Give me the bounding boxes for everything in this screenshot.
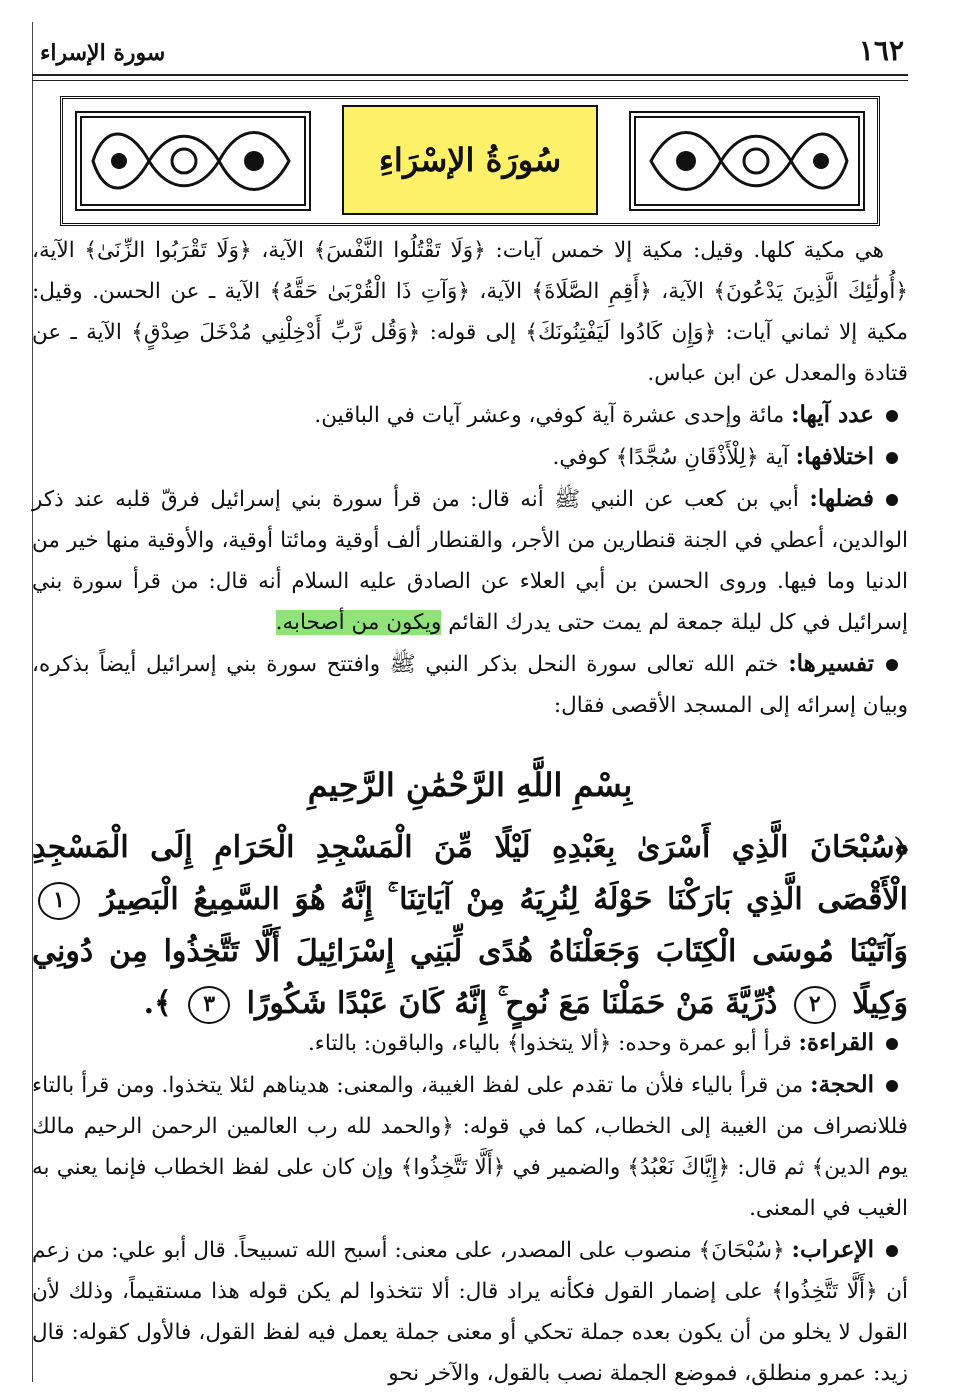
irab-text: ﴿سُبْحَانَ﴾ منصوب على المصدر، على معنى: أسبح الله تسبيحاً. قال أبو علي: من زعم أن ﴿أَلَّا تَتَّخِذُوا﴾ على إضمار القول فكأنه يراد قال: ألا تتخذوا لم يكن قوله هذا مستقيماً، وذلك لأن القول لا يخلو من أن يكون بعده جملة تحكي أو معنى جملة يعمل فيه لفظ القول، فالأول كقوله: قال زيد: عمرو منطلق، فموضع الجملة نصب بالقول، والآخر نحو (32, 1238, 908, 1386)
verse-3: ذُرِّيَّةَ مَنْ حَمَلْنَا مَعَ نُوحٍ ۚ إِنَّهُ كَانَ عَبْدًا شَكُورًا (246, 986, 778, 1021)
ayah-number-1: ١ (38, 882, 80, 920)
virtue-heading: فضلها: (809, 485, 874, 512)
virtue-paragraph (32, 478, 908, 643)
tafsir-heading: تفسيرها: (788, 650, 874, 677)
verse-1: ﴿سُبْحَانَ الَّذِي أَسْرَىٰ بِعَبْدِهِ لَيْلًا مِّنَ الْمَسْجِدِ الْحَرَامِ إِلَى الْمَسْجِدِ الْأَقْصَى الَّذِي بَارَكْنَا حَوْلَهُ لِنُرِيَهُ مِنْ آيَاتِنَا ۚ إِنَّهُ هُوَ السَّمِيعُ الْبَصِيرُ (32, 830, 909, 917)
surah-title: سُورَةُ الإسْرَاءِ (342, 105, 598, 215)
header-rule (32, 74, 908, 76)
bullet-icon (886, 659, 898, 671)
diff-heading: اختلافها: (795, 443, 874, 470)
basmala: بِسْمِ اللَّهِ الرَّحْمَٰنِ الرَّحِيمِ (307, 766, 633, 804)
virtue-highlight: ويكون من أصحابه. (275, 610, 442, 635)
running-header-title: سورة الإسراء (40, 40, 166, 66)
qiraa-heading: القراءة: (798, 1029, 874, 1056)
surah-banner (60, 96, 880, 226)
count-text: مائة وإحدى عشرة آية كوفي، وعشر آيات في الباقين. (314, 403, 785, 428)
bullet-icon (886, 1038, 898, 1050)
bullet-icon (886, 1080, 898, 1092)
irab-heading: الإعراب: (791, 1236, 874, 1263)
qiraa-paragraph (32, 1022, 908, 1064)
ayah-number-2: ٢ (794, 986, 836, 1024)
ornament-right-icon (629, 111, 865, 211)
intro-paragraph: هي مكية كلها. وقيل: مكية إلا خمس آيات: ﴿وَلَا تَقْتُلُوا النَّفْسَ﴾ الآية، ﴿وَلَا تَقْرَبُوا الزِّنَىٰ﴾ الآية، ﴿أُولَٰئِكَ الَّذِينَ يَدْعُونَ﴾ الآية، ﴿أَقِمِ الصَّلَاةَ﴾ الآية، ﴿وَآتِ ذَا الْقُرْبَىٰ حَقَّهُ﴾ الآية ـ عن الحسن. وقيل: مكية إلا ثماني آيات: ﴿وَإِن كَادُوا لَيَفْتِنُونَكَ﴾ إلى قوله: ﴿وَقُل رَّبِّ أَدْخِلْنِي مُدْخَلَ صِدْقٍ﴾ الآية ـ عن قتادة والمعدل عن ابن عباس. (32, 238, 908, 386)
quran-verses (32, 822, 908, 1030)
ayah-number-3: ٣ (188, 986, 230, 1024)
hujja-heading: الحجة: (810, 1071, 874, 1098)
diff-text: آية ﴿لِلْأَذْقَانِ سُجَّدًا﴾ كوفي. (552, 445, 789, 470)
bullet-icon (886, 1245, 898, 1257)
verse-close: ﴾. (143, 986, 172, 1021)
count-heading: عدد آيها: (791, 401, 874, 428)
bullet-icon (886, 494, 898, 506)
tafsir-text: ختم الله تعالى سورة النحل بذكر النبي ﷺ وافتتح سورة بني إسرائيل أيضاً بذكره، وبيان إسرائه إلى المسجد الأقصى فقال: (32, 652, 908, 718)
page-number: ١٦٢ (858, 34, 904, 67)
book-page (32, 22, 909, 1386)
hujja-text: من قرأ بالياء فلأن ما تقدم على لفظ الغيبة، والمعنى: هديناهم لئلا يتخذوا. ومن قرأ بالتاء فللانصراف من الغيبة إلى الخطاب، كما في قوله: ﴿والحمد لله رب العالمين الرحمن الرحيم مالك يوم الدين﴾ ثم قال: ﴿إِيَّاكَ نَعْبُدُ﴾ والضمير في ﴿أَلَّا تَتَّخِذُوا﴾ وإن كان على لفظ الخطاب فإنما يعني به الغيب في المعنى. (32, 1073, 908, 1221)
tafsir-paragraph (32, 643, 908, 726)
diff-paragraph (32, 436, 908, 478)
verse-2: وَآتَيْنَا مُوسَى الْكِتَابَ وَجَعَلْنَاهُ هُدًى لِّبَنِي إِسْرَائِيلَ أَلَّا تَتَّخِذُوا مِن دُونِي وَكِيلًا (32, 934, 908, 1021)
bullet-icon (886, 452, 898, 464)
intro-section (32, 230, 908, 726)
qiraa-text: قرأ أبو عمرة وحده: ﴿ألا يتخذوا﴾ بالياء، والباقون: بالتاء. (307, 1031, 792, 1056)
virtue-text: أبي بن كعب عن النبي ﷺ أنه قال: من قرأ سورة بني إسرائيل فرقّ قلبه عند ذكر الوالدين، أعطي في الجنة قنطارين من الأجر، والقنطار ألف أوقية ومائتا أوقية، والأوقية منها خير من الدنيا وما فيها. وروى الحسن بن أبي العلاء عن الصادق عليه السلام أنه قال: من قرأ سورة بني إسرائيل في كل ليلة جمعة لم يمت حتى يدرك القائم (32, 487, 908, 635)
bullet-icon (886, 410, 898, 422)
count-paragraph (32, 394, 908, 436)
notes-section (32, 1022, 908, 1394)
header-rule-thin (32, 80, 908, 81)
hujja-paragraph (32, 1064, 908, 1229)
irab-paragraph (32, 1229, 908, 1394)
ornament-left-icon (75, 111, 311, 211)
